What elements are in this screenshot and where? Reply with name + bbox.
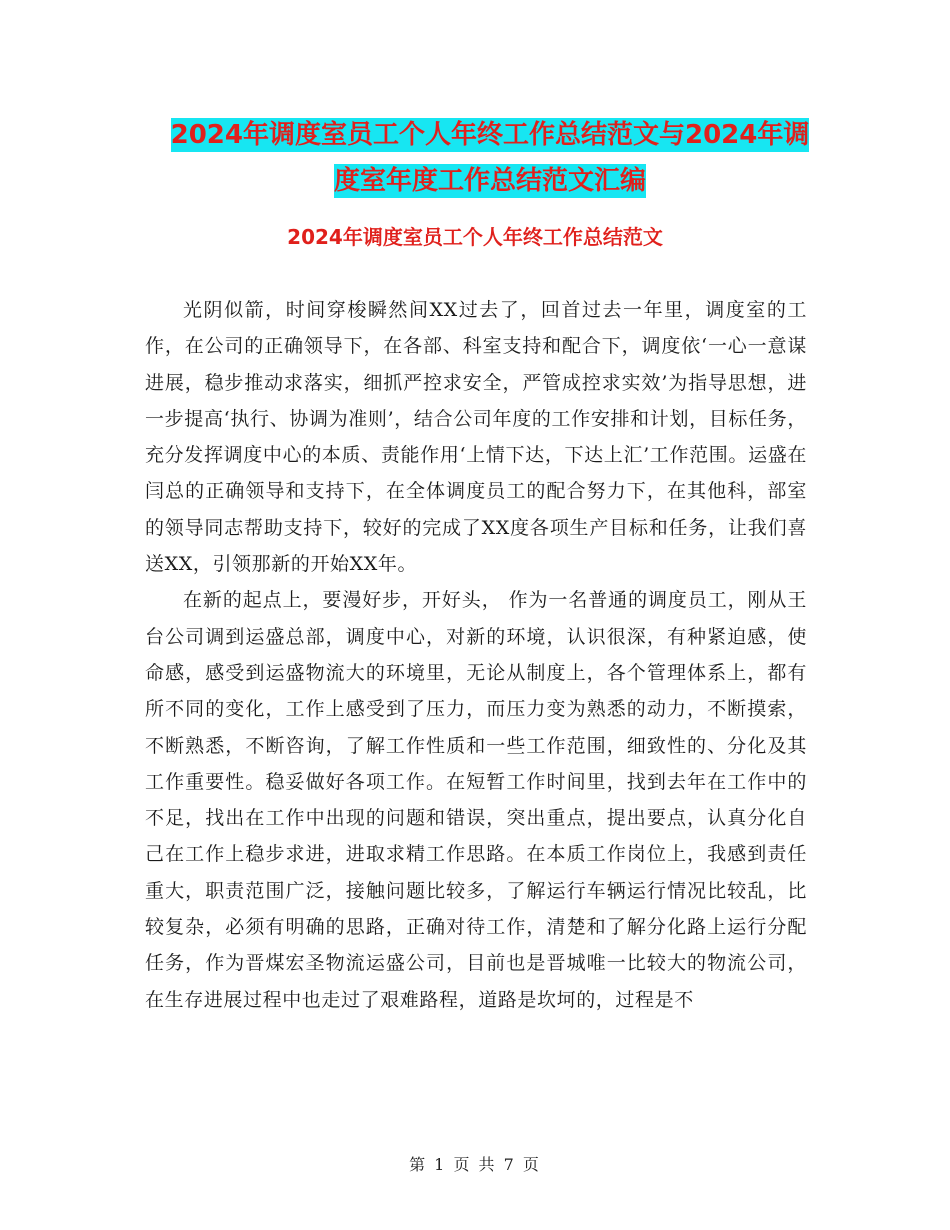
body-text (145, 292, 807, 1018)
paragraph-2: 在新的起点上，要漫好步，开好头， 作为一名普通的调度员工，刚从王台公司调到运盛总部，调度中心，对新的环境，认识很深，有种紧迫感，使命感，感受到运盛物流大的环境里，无论从制度上，各个管理体系上，都有所不同的变化，工作上感受到了压力，而压力变为熟悉的动力，不断摸索，不断熟悉，不断咨询，了解工作性质和一些工作范围，细致性的、分化及其工作重要性。稳妥做好各项工作。在短暂工作时间里，找到去年在工作中的不足，找出在工作中出现的问题和错误，突出重点，提出要点，认真分化自己在工作上稳步求进，进取求精工作思路。在本质工作岗位上，我感到责任重大，职责范围广泛，接触问题比较多，了解运行车辆运行情况比较乱，比较复杂，必须有明确的思路，正确对待工作，清楚和了解分化路上运行分配任务，作为晋煤宏圣物流运盛公司，目前也是晋城唯一比较大的物流公司，在生存进展过程中也走过了艰难路程，道路是坎坷的，过程是不 (145, 589, 807, 1011)
page-footer: 第 1 页 共 7 页 (409, 1155, 541, 1174)
document-title (140, 112, 840, 204)
paragraph-1: 光阴似箭，时间穿梭瞬然间XX过去了，回首过去一年里，调度室的工作，在公司的正确领导下，在各部、科室支持和配合下，调度依‘一心一意谋进展，稳步推动求落实，细抓严控求安全，严管成控求实效’为指导思想，进一步提高‘执行、协调为准则’，结合公司年度的工作安排和计划，目标任务，充分发挥调度中心的本质、责能作用‘上情下达，下达上汇’工作范围。运盛在闫总的正确领导和支持下，在全体调度员工的配合努力下，在其他科，部室的领导同志帮助支持下，较好的完成了XX度各项生产目标和任务，让我们喜送XX，引领那新的开始XX年。 (145, 299, 807, 576)
section-title: 2024年调度室员工个人年终工作总结范文 (287, 225, 663, 249)
document-title-line-1: 2024年调度室员工个人年终工作总结范文与2024年调 (170, 120, 810, 150)
document-title-line-2: 度室年度工作总结范文汇编 (333, 166, 646, 196)
